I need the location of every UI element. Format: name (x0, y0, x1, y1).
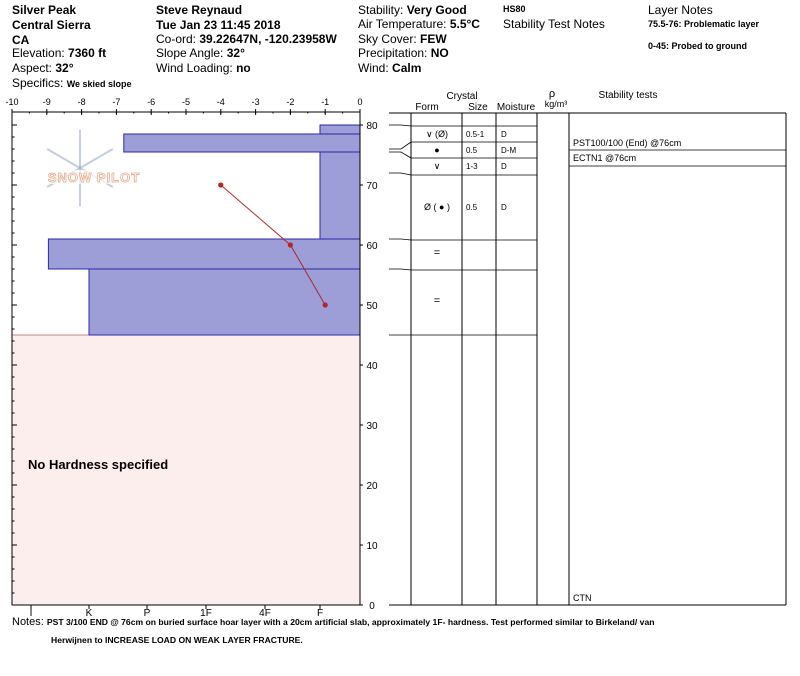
slope-angle-value: 32° (226, 46, 245, 60)
hardness-layer-5 (89, 269, 360, 335)
elevation-value: 7360 ft (68, 46, 107, 60)
coordinates-label: Co-ord: (156, 32, 197, 46)
height-tick-label: 60 (366, 241, 378, 252)
temperature-point-1 (218, 182, 223, 187)
temperature-tick-label: 0 (357, 97, 363, 107)
moisture-value: D (501, 203, 507, 212)
height-tick-label: 10 (366, 541, 378, 552)
crystal-form: = (433, 295, 441, 307)
height-connector (389, 269, 411, 270)
temperature-point-3 (323, 302, 328, 307)
aspect-value: 32° (55, 61, 74, 75)
coordinates-value: 39.22647N, -120.23958W (199, 32, 337, 46)
temperature-tick-label: -2 (286, 97, 295, 107)
air-temperature-label: Air Temperature: (358, 17, 447, 31)
moisture-value: D-M (501, 146, 517, 155)
height-connector (389, 152, 411, 158)
size-header: Size (468, 102, 488, 113)
snowflake-arm (47, 149, 80, 168)
stability-test-notes-title: Stability Test Notes (503, 17, 605, 31)
hardness-tick-label: K (85, 608, 93, 619)
density-symbol: ρ (548, 88, 556, 100)
height-connector (389, 173, 411, 175)
temperature-point-2 (288, 242, 293, 247)
temperature-tick-label: -3 (251, 97, 260, 107)
stability-test-3: CTN (573, 593, 592, 603)
specifics-label: Specifics: (12, 76, 64, 90)
notes (12, 616, 792, 645)
stability-label: Stability: (358, 3, 404, 17)
temperature-tick-label: -6 (147, 97, 156, 107)
crystal-size: 1-3 (466, 162, 478, 171)
form-header: Form (415, 102, 439, 113)
air-temperature-value: 5.5°C (449, 17, 480, 31)
hardness-layer-4 (48, 239, 360, 269)
crystal-form: = (433, 247, 441, 259)
temperature-tick-label: -9 (42, 97, 51, 107)
crystal-form: Ø ( ● ) (424, 202, 450, 212)
precipitation-value: NO (430, 46, 449, 60)
wind-loading-label: Wind Loading: (156, 61, 233, 75)
moisture-header: Moisture (496, 102, 536, 113)
precipitation-label: Precipitation: (358, 46, 428, 60)
temperature-tick-label: -4 (216, 97, 225, 107)
hardness-tick-label: 1F (200, 608, 212, 619)
layer-table (389, 88, 786, 605)
height-connector (389, 125, 411, 126)
aspect-label: Aspect: (12, 61, 53, 75)
height-tick-label: 30 (366, 421, 378, 432)
hardness-tick-label: 4F (259, 608, 271, 619)
temperature-tick-label: -1 (321, 97, 330, 107)
notes-line-1: PST 3/100 END @ 76cm on buried surface hoar layer with a 20cm artificial slab, approximately 1F- hardness. Test performed similar to Birkeland/ van (46, 617, 655, 627)
crystal-size: 0.5-1 (466, 130, 485, 139)
wind-value: Calm (392, 61, 422, 75)
height-tick-label: 0 (369, 601, 375, 612)
stability-value: Very Good (406, 3, 467, 17)
notes-line-2: Herwijnen to INCREASE LOAD ON WEAK LAYER FRACTURE. (51, 635, 303, 645)
height-tick-label: 40 (366, 361, 378, 372)
location-name: Silver Peak (12, 3, 77, 17)
height-tick-label: 50 (366, 301, 378, 312)
height-connector (389, 239, 411, 240)
temperature-tick-label: -5 (181, 97, 191, 107)
state-name: CA (12, 33, 30, 47)
sky-cover-value: FEW (420, 32, 447, 46)
temperature-tick-label: -7 (112, 97, 121, 107)
no-hardness-label: No Hardness specified (28, 457, 169, 472)
hardness-tick-label: P (143, 608, 151, 619)
stability-test-1: PST100/100 (End) @76cm (573, 138, 682, 148)
elevation-label: Elevation: (12, 46, 65, 60)
observation-datetime: Tue Jan 23 11:45 2018 (156, 18, 281, 32)
snowflake-arm (80, 149, 113, 168)
layer-note-2: 0-45: Probed to ground (648, 41, 747, 51)
no-hardness-area (12, 335, 360, 605)
specifics-value: We skied slope (66, 79, 132, 89)
hardness-layers (48, 125, 360, 335)
height-tick-label: 80 (366, 121, 378, 132)
height-tick-label: 20 (366, 481, 378, 492)
hs-value: HS80 (503, 4, 526, 14)
temperature-tick-label: -10 (5, 97, 19, 107)
layer-note-1: 75.5-76: Problematic layer (648, 19, 760, 29)
layer-notes-title: Layer Notes (648, 3, 713, 17)
watermark-text: SNOW PILOT (47, 170, 141, 185)
stability-tests-header: Stability tests (598, 90, 658, 101)
hardness-layer-2 (124, 134, 360, 152)
hardness-layer-3 (320, 152, 360, 239)
crystal-form: ● (434, 145, 440, 155)
height-tick-label: 70 (366, 181, 378, 192)
moisture-value: D (501, 130, 507, 139)
observer-name: Steve Reynaud (156, 3, 243, 17)
stability-test-2: ECTN1 @76cm (573, 153, 637, 163)
wind-label: Wind: (358, 61, 389, 75)
notes-label: Notes: (12, 616, 44, 628)
crystal-size: 0.5 (466, 203, 478, 212)
height-connector (389, 142, 411, 149)
moisture-value: D (501, 162, 507, 171)
temperature-tick-label: -8 (77, 97, 86, 107)
hardness-tick-label: F (316, 608, 324, 619)
crystal-form: ∨ (Ø) (425, 129, 449, 139)
range-name: Central Sierra (12, 18, 91, 32)
crystal-form: ∨ (433, 161, 441, 171)
crystal-header: Crystal (446, 91, 478, 102)
sky-cover-label: Sky Cover: (358, 32, 417, 46)
wind-loading-value: no (236, 61, 251, 75)
hardness-tick-label: I (29, 608, 33, 619)
slope-angle-label: Slope Angle: (156, 46, 224, 60)
crystal-size: 0.5 (466, 146, 478, 155)
density-unit: kg/m³ (544, 99, 568, 109)
